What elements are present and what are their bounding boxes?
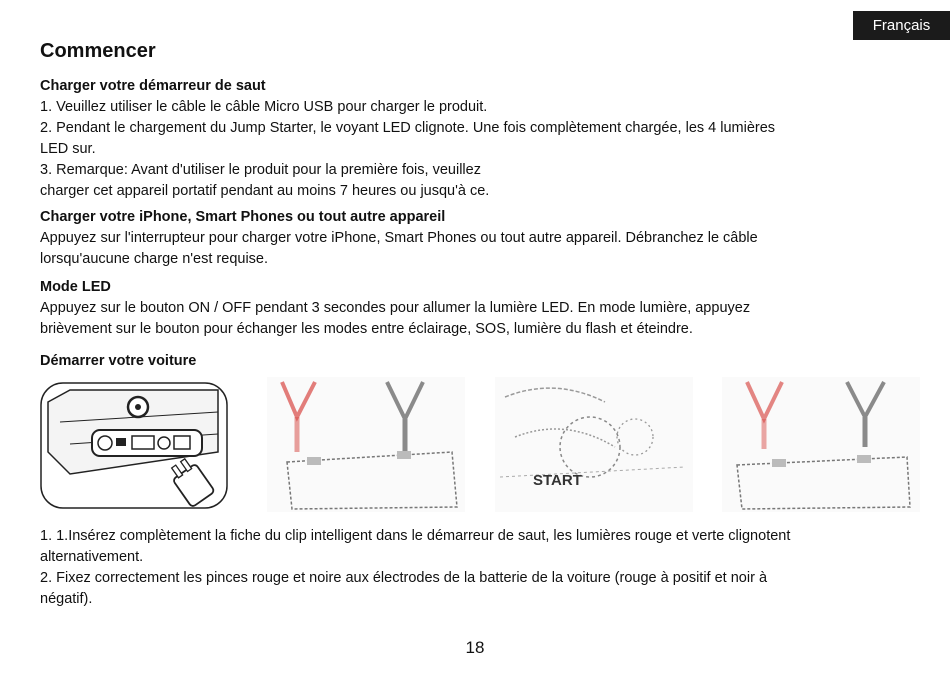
section-start-car	[40, 351, 920, 372]
step-line: négatif).	[40, 591, 93, 607]
battery-clips-illustration-2	[722, 377, 920, 512]
text-line: Appuyez sur le bouton ON / OFF pendant 3 secondes pour allumer la lumière LED. En mode lumière, appuyez	[40, 300, 751, 316]
text-line: brièvement sur le bouton pour échanger les modes entre éclairage, SOS, lumière du flash et éteindre.	[40, 321, 693, 337]
jump-starter-device-illustration	[40, 382, 228, 509]
section-heading: Charger votre démarreur de saut	[40, 78, 266, 94]
step-line: 2. Fixez correctement les pinces rouge et noire aux électrodes de la batterie de la voiture (rouge à positif et noir à	[40, 570, 768, 586]
step-line: alternativement.	[40, 549, 144, 565]
start-label: START	[533, 472, 582, 489]
text-line: 1. Veuillez utiliser le câble le câble Micro USB pour charger le produit.	[40, 99, 488, 115]
start-engine-illustration	[495, 377, 693, 512]
start-car-steps	[40, 526, 920, 610]
section-charge-starter	[40, 76, 920, 202]
text-line: LED sur.	[40, 141, 96, 157]
text-line: 2. Pendant le chargement du Jump Starter, le voyant LED clignote. Une fois complètement chargée, les 4 lumières	[40, 120, 776, 136]
text-line: charger cet appareil portatif pendant au moins 7 heures ou jusqu'à ce.	[40, 183, 490, 199]
section-led-mode	[40, 277, 920, 340]
language-tab: Français	[853, 11, 950, 40]
page-title: Commencer	[40, 40, 156, 62]
page-number: 18	[465, 638, 485, 657]
step-line: 1. 1.Insérez complètement la fiche du clip intelligent dans le démarreur de saut, les lumières rouge et verte clignotent	[40, 528, 791, 544]
section-heading: Démarrer votre voiture	[40, 353, 197, 369]
section-charge-phone	[40, 207, 920, 270]
battery-clips-illustration	[267, 377, 465, 512]
text-line: lorsqu'aucune charge n'est requise.	[40, 251, 269, 267]
text-line: Appuyez sur l'interrupteur pour charger votre iPhone, Smart Phones ou tout autre appareil. Débranchez le câble	[40, 230, 758, 246]
section-heading: Mode LED	[40, 279, 111, 295]
text-line: 3. Remarque: Avant d'utiliser le produit pour la première fois, veuillez	[40, 162, 481, 178]
section-heading: Charger votre iPhone, Smart Phones ou tout autre appareil	[40, 209, 446, 225]
